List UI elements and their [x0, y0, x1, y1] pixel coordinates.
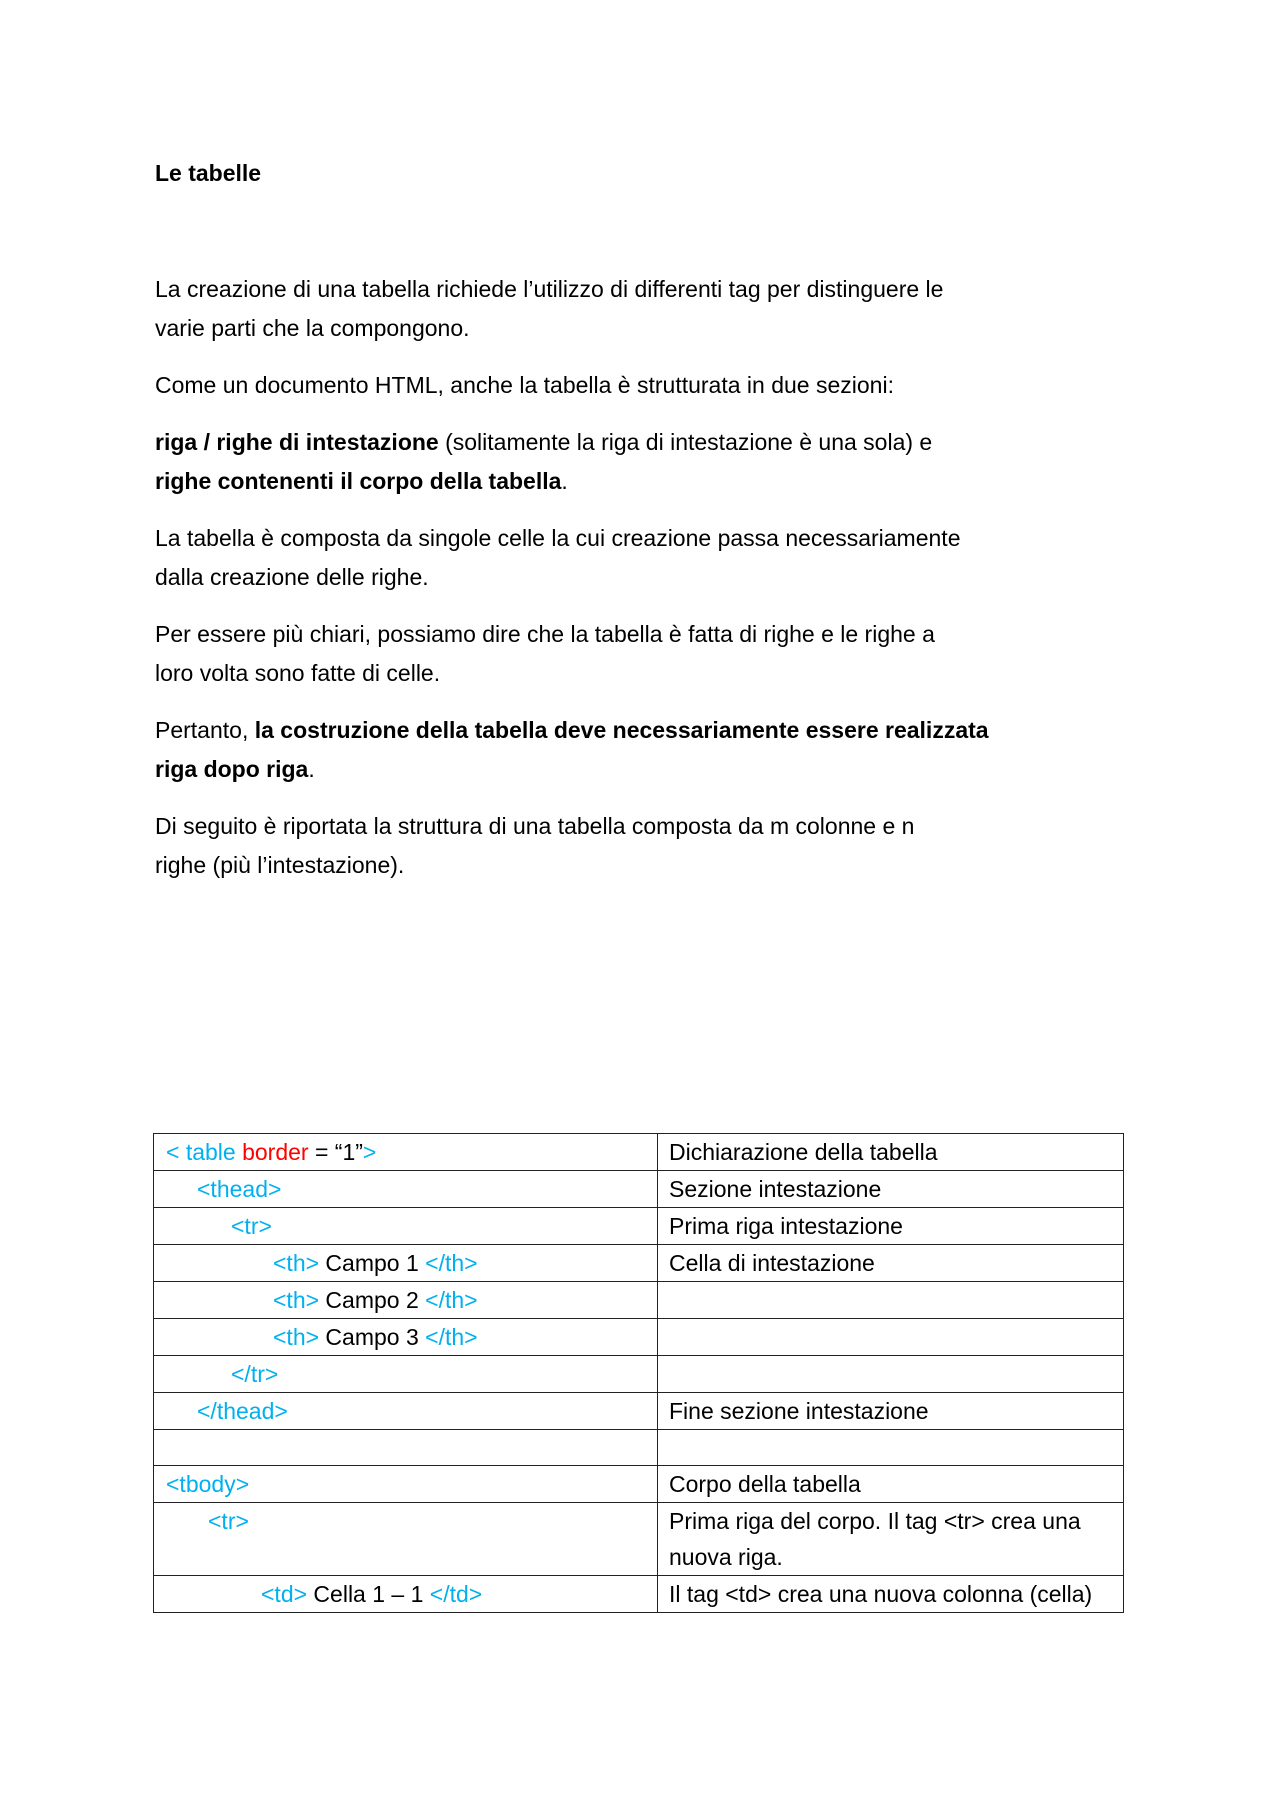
text: Di seguito è riportata la struttura di una tabella composta da m colonne e n [155, 813, 915, 839]
description-cell [658, 1319, 1124, 1356]
code-cell [154, 1576, 658, 1613]
table-row [154, 1245, 1124, 1282]
code-cell [154, 1356, 658, 1393]
text: Come un documento HTML, anche la tabella è strutturata in due sezioni: [155, 372, 894, 398]
paragraph [155, 270, 1135, 348]
description-cell: Cella di intestazione [658, 1245, 1124, 1282]
bold-text: righe contenenti il corpo della tabella [155, 468, 562, 494]
table-row [154, 1466, 1124, 1503]
paragraph-line [155, 423, 1135, 462]
description-cell: Prima riga del corpo. Il tag <tr> crea una nuova riga. [658, 1503, 1124, 1576]
paragraph [155, 807, 1135, 885]
code-cell [154, 1245, 658, 1282]
paragraph-line [155, 462, 1135, 501]
text: La tabella è composta da singole celle la cui creazione passa necessariamente [155, 525, 961, 551]
table-row [154, 1208, 1124, 1245]
html-tag: <tr> [208, 1508, 249, 1534]
paragraph-line [155, 270, 1135, 309]
code-text: Campo 1 [319, 1250, 426, 1276]
code-cell [154, 1134, 658, 1171]
html-tag: <thead> [197, 1176, 282, 1202]
text: . [561, 468, 568, 494]
table-row [154, 1503, 1124, 1576]
paragraph-line [155, 807, 1135, 846]
text: dalla creazione delle righe. [155, 564, 429, 590]
code-cell [154, 1430, 658, 1466]
code-cell [154, 1171, 658, 1208]
text: Per essere più chiari, possiamo dire che la tabella è fatta di righe e le righe a [155, 621, 935, 647]
text: righe (più l’intestazione). [155, 852, 405, 878]
code-cell [154, 1466, 658, 1503]
code-text: Campo 2 [319, 1287, 426, 1313]
html-tag: </thead> [197, 1398, 288, 1424]
paragraph-line [155, 711, 1135, 750]
document-body [155, 154, 1135, 903]
paragraph-line [155, 519, 1135, 558]
text: varie parti che la compongono. [155, 315, 470, 341]
table-row [154, 1319, 1124, 1356]
paragraph-line [155, 309, 1135, 348]
html-tag: <tbody> [166, 1471, 250, 1497]
paragraph-line [155, 366, 1135, 405]
document-title: Le tabelle [155, 160, 262, 186]
paragraph [155, 423, 1135, 501]
code-text: Cella 1 – 1 [307, 1581, 430, 1607]
html-tag: </tr> [231, 1361, 279, 1387]
html-tag: <th> [273, 1287, 320, 1313]
description-cell: Fine sezione intestazione [658, 1393, 1124, 1430]
paragraphs [155, 270, 1135, 885]
description-cell [658, 1430, 1124, 1466]
html-tag: <tr> [231, 1213, 272, 1239]
table-row [154, 1393, 1124, 1430]
description-cell [658, 1356, 1124, 1393]
table-row [154, 1171, 1124, 1208]
code-text: Campo 3 [319, 1324, 426, 1350]
paragraph [155, 366, 1135, 405]
code-cell [154, 1208, 658, 1245]
html-tag: </th> [425, 1250, 478, 1276]
description-cell: Il tag <td> crea una nuova colonna (cella) [658, 1576, 1124, 1613]
html-tag: </td> [429, 1581, 483, 1607]
description-cell: Prima riga intestazione [658, 1208, 1124, 1245]
code-cell [154, 1393, 658, 1430]
description-cell [658, 1282, 1124, 1319]
table-row [154, 1282, 1124, 1319]
html-tag: <th> [273, 1324, 320, 1350]
html-tag: </th> [425, 1324, 478, 1350]
text: (solitamente la riga di intestazione è una sola) e [438, 429, 933, 455]
table-row [154, 1430, 1124, 1466]
html-tag: <td> [261, 1581, 308, 1607]
code-cell [154, 1319, 658, 1356]
code-text: = “1” [308, 1139, 363, 1165]
paragraph [155, 615, 1135, 693]
html-tag: </th> [425, 1287, 478, 1313]
html-tag: < table [166, 1139, 243, 1165]
paragraph [155, 519, 1135, 597]
paragraph-line [155, 846, 1135, 885]
paragraph-line [155, 750, 1135, 789]
table-row [154, 1356, 1124, 1393]
description-cell: Dichiarazione della tabella [658, 1134, 1124, 1171]
bold-text: riga / righe di intestazione [155, 429, 439, 455]
paragraph-line [155, 654, 1135, 693]
text: . [308, 756, 315, 782]
html-attribute: border [242, 1139, 309, 1165]
text: loro volta sono fatte di celle. [155, 660, 441, 686]
paragraph [155, 711, 1135, 789]
html-tag: > [362, 1139, 377, 1165]
bold-text: riga dopo riga [155, 756, 309, 782]
code-cell [154, 1503, 658, 1576]
html-tag: <th> [273, 1250, 320, 1276]
table-row [154, 1576, 1124, 1613]
text: Pertanto, [155, 717, 255, 743]
text: La creazione di una tabella richiede l’utilizzo di differenti tag per distinguere le [155, 276, 944, 302]
paragraph-line [155, 615, 1135, 654]
table-row [154, 1134, 1124, 1171]
description-cell: Sezione intestazione [658, 1171, 1124, 1208]
html-table-structure-table [153, 1133, 1124, 1613]
description-cell: Corpo della tabella [658, 1466, 1124, 1503]
paragraph-line [155, 558, 1135, 597]
bold-text: la costruzione della tabella deve necessariamente essere realizzata [254, 717, 989, 743]
code-cell [154, 1282, 658, 1319]
